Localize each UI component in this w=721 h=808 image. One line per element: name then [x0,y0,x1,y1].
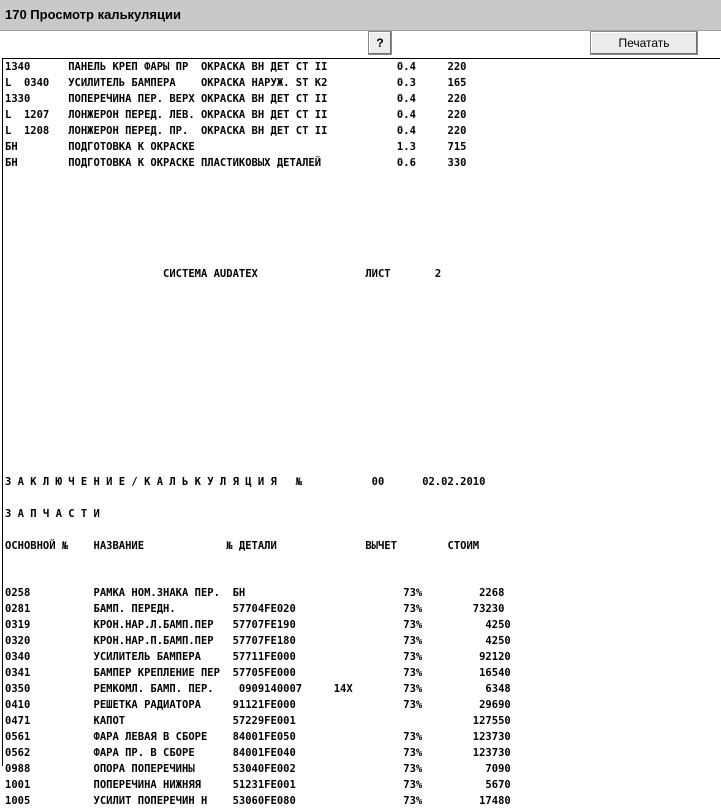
report-line: СИСТЕМА AUDATEX ЛИСТ 2 [5,268,442,281]
report-line: 0341 БАМПЕР КРЕПЛЕНИЕ ПЕР 57705FE000 73% 16540 [5,667,511,680]
report-line: 0281 БАМП. ПЕРЕДН. 57704FE020 73% 73230 [5,603,505,616]
report-line: L 1207 ЛОНЖЕРОН ПЕРЕД. ЛЕВ. ОКРАСКА ВН ДЕТ СТ II 0.4 220 [5,108,467,121]
report-line: 0320 КРОН.НАР.П.БАМП.ПЕР 57707FE180 73% 4250 [5,635,511,648]
report-line: 0988 ОПОРА ПОПЕРЕЧИНЫ 53040FE002 73% 7090 [5,762,511,775]
report-view[interactable] [2,58,720,807]
report-line: 0340 УСИЛИТЕЛЬ БАМПЕРА 57711FE000 73% 92120 [5,651,511,664]
print-button[interactable]: Печатать [590,31,698,55]
help-button[interactable]: ? [368,31,392,55]
report-line: 0319 КРОН.НАР.Л.БАМП.ПЕР 57707FE190 73% 4250 [5,619,511,632]
report-line: 1001 ПОПЕРЕЧИНА НИЖНЯЯ 51231FE001 73% 5670 [5,778,511,791]
report-line: 0471 КАПОТ 57229FE001 127550 [5,714,511,727]
report-line: ОСНОВНОЙ № НАЗВАНИЕ № ДЕТАЛИ ВЫЧЕТ СТОИМ [5,539,480,552]
report-line: 1330 ПОПЕРЕЧИНА ПЕР. ВЕРХ ОКРАСКА ВН ДЕТ СТ II 0.4 220 [5,92,467,105]
report-line: 0410 РЕШЕТКА РАДИАТОРА 91121FE000 73% 29690 [5,699,511,711]
report-line: БН ПОДГОТОВКА К ОКРАСКЕ 1.3 715 [5,140,467,153]
report-line: 1340 ПАНЕЛЬ КРЕП ФАРЫ ПР ОКРАСКА ВН ДЕТ СТ II 0.4 220 [5,61,467,73]
report-line: 0561 ФАРА ЛЕВАЯ В СБОРЕ 84001FE050 73% 123730 [5,730,511,743]
report-line: 0350 РЕМКОМЛ. БАМП. ПЕР. 0909140007 14X 73% 6348 [5,683,511,696]
report-line: 1005 УСИЛИТ ПОПЕРЕЧИН Н 53060FE080 73% 17480 [5,794,511,807]
title-bar [0,0,721,31]
report-line: БН ПОДГОТОВКА К ОКРАСКЕ ПЛАСТИКОВЫХ ДЕТАЛЕЙ 0.6 330 [5,156,467,169]
window-title: 170 Просмотр калькуляции [5,7,181,22]
report-line: 0562 ФАРА ПР. В СБОРЕ 84001FE040 73% 123730 [5,746,511,759]
report-line: З А К Л Ю Ч Е Н И Е / К А Л Ь К У Л Я Ц И Я № 00 02.02.2010 [5,475,486,488]
report-line: L 1208 ЛОНЖЕРОН ПЕРЕД. ПР. ОКРАСКА ВН ДЕТ СТ II 0.4 220 [5,124,467,137]
report-line: L 0340 УСИЛИТЕЛЬ БАМПЕРА ОКРАСКА НАРУЖ. ST K2 0.3 165 [5,76,467,89]
report-line: З А П Ч А С Т И [5,507,100,520]
report-line: 0258 РАМКА НОМ.ЗНАКА ПЕР. БН 73% 2268 [5,587,505,600]
